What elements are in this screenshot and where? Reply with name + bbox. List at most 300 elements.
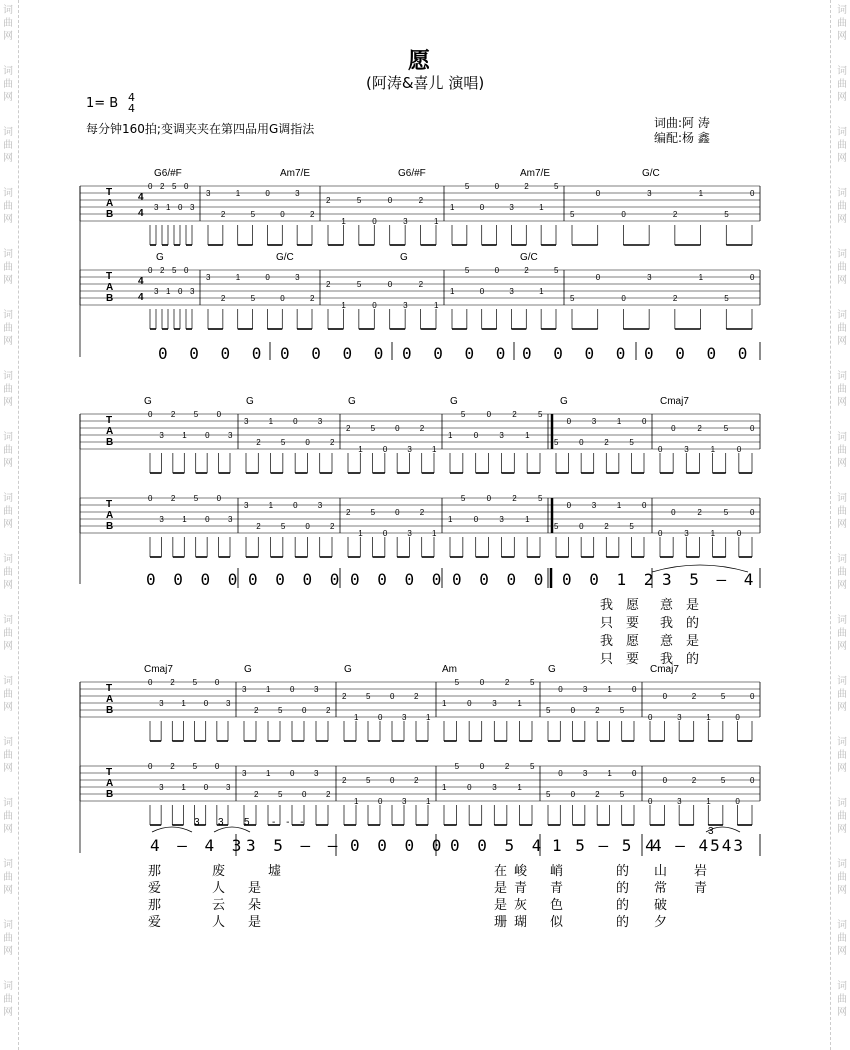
jianpu-measure: 0 0 0 0 [158,344,268,363]
fret-number: 0 [372,301,377,310]
fret-number: 0 [214,678,220,687]
chord-label: G [156,252,164,263]
fret-number: 2 [346,424,351,433]
fret-number: 5 [172,266,177,275]
fret-number: 3 [206,273,211,282]
fret-number: 1 [448,431,453,440]
fret-number: 2 [346,508,351,517]
lyric-char: 的 [616,864,630,879]
watermark-text: 词 曲 网 [837,127,847,164]
fret-number: 3 [242,769,247,778]
fret-number: 3 [154,203,159,212]
lyric-char: 愿 [626,634,640,649]
fret-number: 3 [402,713,407,722]
fret-number: 0 [621,210,626,219]
fret-number: 3 [403,217,408,226]
fret-number: 5 [192,762,198,771]
fret-number: 0 [494,182,500,191]
fret-number: 0 [148,494,153,503]
fret-number: 0 [205,431,210,440]
fret-number: 0 [467,783,472,792]
fret-number: 2 [326,706,331,715]
fret-number: 5 [464,266,470,275]
watermark-text: 词 曲 网 [3,66,13,103]
fret-number: 1 [182,515,187,524]
fret-number: 0 [395,508,400,517]
fret-number: 1 [358,529,363,538]
chord-label: G/C [520,252,538,263]
jianpu-measure: 0 0 0 0 [350,836,446,855]
lyric-char: 废 [212,864,226,879]
tab-clef-letter: T [106,499,113,510]
fret-number: 0 [473,515,479,524]
fret-number: 0 [750,508,755,517]
watermark-text: 词 曲 网 [837,798,847,835]
fret-number: 3 [499,431,504,440]
fret-number: 0 [148,762,153,771]
tab-clef-letter: A [106,510,114,521]
fret-number: 0 [214,762,220,771]
arranger: 编配:杨 鑫 [654,131,710,145]
fret-number: 1 [706,713,711,722]
fret-number: 0 [148,678,153,687]
lyric-char: 人 [212,881,226,896]
lyric-char: 常 [654,881,668,896]
fret-number: 1 [235,189,241,198]
lyric-char: 山 [654,864,668,879]
fret-number: 0 [305,522,310,531]
fret-number: 3 [403,301,408,310]
fret-number: 3 [314,685,319,694]
watermark-text: 词 曲 网 [3,981,13,1018]
fret-number: 0 [566,501,572,510]
fret-number: 0 [290,685,295,694]
fret-number: 0 [372,217,377,226]
fret-number: 0 [178,203,183,212]
fret-number: 1 [442,783,447,792]
fret-number: 0 [467,699,472,708]
lyric-char: 云 [212,898,226,913]
lyric-char: 是 [248,881,262,896]
fret-number: 1 [616,501,622,510]
fret-number: 3 [591,501,597,510]
fret-number: 1 [266,769,271,778]
fret-number: 5 [193,494,199,503]
chord-label: G [348,396,356,407]
fret-number: 1 [235,273,241,282]
fret-number: 5 [629,522,634,531]
jianpu-upper-note: 3 [194,817,200,828]
fret-number: 5 [530,678,535,687]
fret-number: 3 [244,417,249,426]
fret-number: 2 [524,266,529,275]
fret-number: 0 [178,287,183,296]
fret-number: 5 [538,494,543,503]
fret-number: 0 [566,417,572,426]
jianpu-measure: 0 0 5 4 [450,836,546,855]
time-signature-top: 4 [128,91,135,104]
fret-number: 1 [710,529,716,538]
lyric-char: 我 [660,616,674,631]
fret-number: 0 [735,713,740,722]
fret-number: 1 [607,685,612,694]
fret-number: 2 [342,692,347,701]
lyric-char: 是 [248,915,262,930]
fret-number: 2 [256,438,261,447]
tab-clef-letter: A [106,778,114,789]
chord-label: G [144,396,152,407]
fret-number: 1 [525,431,530,440]
tie-arc [152,827,192,832]
chord-label: G [244,664,252,675]
fret-number: 2 [254,706,259,715]
fret-number: 3 [647,189,652,198]
fret-number: 0 [302,790,307,799]
lyric-char: 破 [654,898,668,913]
fret-number: 2 [220,210,226,219]
fret-number: 5 [629,438,634,447]
fret-number: 5 [278,790,283,799]
tab-clef-letter: A [106,198,114,209]
lyric-char: 的 [616,898,630,913]
watermark-text: 词 曲 网 [3,798,13,835]
tab-clef-letter: B [106,521,114,532]
tab-clef-letter: B [106,437,114,448]
fret-number: 1 [166,203,171,212]
fret-number: 5 [530,762,535,771]
fret-number: 1 [442,699,447,708]
fret-number: 5 [538,410,543,419]
fret-number: 2 [310,210,315,219]
fret-number: 2 [414,776,419,785]
fret-number: 0 [479,678,485,687]
lyric-char: 的 [616,915,630,930]
jianpu-upper-note: - - - [272,817,308,828]
chord-label: Cmaj7 [144,664,173,675]
fret-number: 3 [582,769,588,778]
fret-number: 1 [539,203,544,212]
watermark-text: 词 曲 网 [3,188,13,225]
fret-number: 2 [160,182,165,191]
chord-label: Am7/E [520,168,551,179]
fret-number: 0 [203,699,209,708]
watermark-text: 词 曲 网 [3,615,13,652]
time-sig-digit: 4 [138,292,144,303]
watermark-text: 词 曲 网 [837,249,847,286]
tie-arc [214,827,250,832]
fret-number: 2 [672,294,678,303]
fret-number: 1 [517,783,522,792]
fret-number: 5 [619,706,625,715]
fret-number: 1 [432,445,437,454]
fret-number: 5 [172,182,177,191]
jianpu-measure: 0 0 0 0 [146,570,242,589]
fret-number: 5 [356,196,362,205]
lyric-char: 是 [494,881,508,896]
lyric-char: 的 [686,616,700,631]
fret-number: 1 [268,417,274,426]
fret-number: 3 [226,699,231,708]
fret-number: 0 [382,529,388,538]
fret-number: 2 [330,438,335,447]
chord-label: Cmaj7 [650,664,679,675]
fret-number: 1 [358,445,363,454]
watermark-text: 词 曲 网 [3,371,13,408]
fret-number: 3 [684,529,689,538]
fret-number: 2 [595,790,600,799]
fret-number: 3 [228,431,233,440]
watermark-text: 词 曲 网 [837,920,847,957]
fret-number: 2 [419,508,425,517]
fret-number: 0 [203,783,209,792]
jianpu-measure: 0 0 1 2 [562,570,658,589]
fret-number: 1 [354,713,359,722]
tab-clef-letter: A [106,694,114,705]
lyric-char: 爱 [148,915,162,930]
jianpu-measure: 3 5 — — [246,836,342,855]
watermark-text: 词 曲 网 [3,676,13,713]
tab-clef-letter: T [106,683,113,694]
lyric-char: 意 [660,634,674,649]
lyric-char: 愿 [626,598,640,613]
fret-number: 3 [684,445,689,454]
song-title: 愿 [408,49,431,74]
lyric-char: 要 [626,652,640,667]
fret-number: 0 [395,424,400,433]
fret-number: 5 [554,182,559,191]
lyric-char: 那 [148,898,162,913]
fret-number: 0 [736,445,742,454]
chord-label: G6/#F [154,168,182,179]
fret-number: 2 [697,508,702,517]
fret-number: 1 [341,217,346,226]
fret-number: 2 [418,280,424,289]
fret-number: 3 [190,203,195,212]
fret-number: 0 [290,769,295,778]
fret-number: 1 [448,515,453,524]
fret-number: 0 [390,776,395,785]
fret-number: 3 [492,699,497,708]
watermark-text: 词 曲 网 [3,127,13,164]
lyric-char: 灰 [514,898,528,913]
fret-number: 2 [170,678,175,687]
fret-number: 0 [648,797,653,806]
lyric-char: 只 [600,616,614,631]
fret-number: 0 [265,189,270,198]
fret-number: 0 [302,706,307,715]
lyric-char: 珊 [494,915,508,930]
tie-arc [706,827,740,832]
jianpu-upper-note: 3 [708,826,714,837]
lyric-char: 夕 [654,915,668,930]
time-sig-digit: 4 [138,192,144,203]
fret-number: 0 [632,769,637,778]
fret-number: 2 [524,182,529,191]
fret-number: 1 [266,685,271,694]
fret-number: 2 [220,294,226,303]
fret-number: 2 [326,280,331,289]
fret-number: 2 [691,692,697,701]
lyric-char: 色 [550,898,564,913]
time-signature-bottom: 4 [128,102,135,115]
watermark-text: 词 曲 网 [837,981,847,1018]
lyric-char: 那 [148,864,162,879]
lyric-char: 的 [686,652,700,667]
fret-number: 5 [366,776,371,785]
lyric-char: 我 [600,634,614,649]
watermark-text: 词 曲 网 [3,493,13,530]
fret-number: 0 [750,692,755,701]
fret-number: 0 [558,685,563,694]
fret-number: 0 [579,522,584,531]
lyric-char: 要 [626,616,640,631]
fret-number: 2 [414,692,419,701]
watermark-text: 词 曲 网 [837,737,847,774]
lyric-char: 瑚 [514,915,528,930]
fret-number: 0 [648,713,653,722]
fret-number: 1 [616,417,622,426]
fret-number: 1 [698,189,704,198]
fret-number: 0 [479,762,485,771]
fret-number: 0 [671,424,676,433]
fret-number: 5 [619,790,625,799]
fret-number: 5 [546,790,551,799]
fret-number: 3 [499,515,504,524]
fret-number: 2 [326,196,331,205]
watermark-text: 词 曲 网 [3,310,13,347]
fret-number: 0 [378,797,383,806]
fret-number: 5 [370,508,376,517]
fret-number: 0 [216,494,222,503]
fret-number: 2 [604,438,609,447]
fret-number: 3 [242,685,247,694]
fret-number: 5 [454,762,460,771]
fret-number: 2 [170,762,175,771]
watermark-text: 词 曲 网 [837,554,847,591]
fret-number: 0 [378,713,383,722]
fret-number: 1 [181,783,186,792]
fret-number: 0 [293,501,298,510]
watermark-text: 词 曲 网 [3,432,13,469]
fret-number: 3 [317,501,323,510]
fret-number: 2 [330,522,335,531]
fret-number: 5 [193,410,199,419]
fret-number: 1 [341,301,346,310]
fret-number: 0 [293,417,298,426]
fret-number: 3 [228,515,233,524]
lyricist: 词曲:阿 涛 [654,116,710,130]
lyric-char: 意 [660,598,674,613]
lyric-char: 我 [600,598,614,613]
fret-number: 2 [170,494,176,503]
chord-label: Am7/E [280,168,311,179]
fret-number: 1 [607,769,612,778]
fret-number: 0 [387,280,393,289]
fret-number: 3 [159,699,164,708]
fret-number: 5 [250,210,256,219]
fret-number: 0 [662,776,668,785]
jianpu-measure: 0 0 0 0 [350,570,446,589]
fret-number: 5 [460,494,466,503]
fret-number: 0 [750,273,755,282]
fret-number: 0 [662,692,668,701]
fret-number: 3 [677,713,682,722]
fret-number: 1 [434,301,439,310]
fret-number: 2 [254,790,259,799]
fret-number: 0 [382,445,388,454]
lyric-char: 青 [694,881,708,896]
watermark-text: 词 曲 网 [837,188,847,225]
lyric-char: 我 [660,652,674,667]
watermark-text: 词 曲 网 [837,859,847,896]
fret-number: 0 [735,797,740,806]
fret-number: 3 [402,797,407,806]
watermark-text: 词 曲 网 [837,310,847,347]
fret-number: 0 [486,410,492,419]
fret-number: 3 [407,529,412,538]
fret-number: 3 [226,783,231,792]
tab-clef-letter: T [106,187,113,198]
tab-clef-letter: T [106,767,113,778]
watermark-text: 词 曲 网 [3,920,13,957]
fret-number: 2 [256,522,261,531]
fret-number: 0 [265,273,270,282]
watermark-text: 词 曲 网 [837,371,847,408]
fret-number: 5 [720,692,726,701]
fret-number: 2 [419,424,425,433]
tie-arc [652,565,748,572]
fret-number: 2 [170,410,176,419]
fret-number: 3 [159,783,164,792]
watermark-text: 词 曲 网 [837,615,847,652]
jianpu-measure: 0 0 0 0 [280,344,390,363]
watermark-text: 词 曲 网 [3,859,13,896]
tempo-note: 每分钟160拍;变调夹夹在第四品用G调指法 [86,122,315,136]
fret-number: 2 [595,706,600,715]
chord-label: G [548,664,556,675]
fret-number: 0 [579,438,584,447]
fret-number: 5 [464,182,470,191]
fret-number: 0 [736,529,742,538]
fret-number: 3 [591,417,597,426]
fret-number: 3 [407,445,412,454]
key-signature: 1= B [86,96,119,111]
fret-number: 2 [691,776,697,785]
time-sig-digit: 4 [138,276,144,287]
fret-number: 5 [454,678,460,687]
fret-number: 0 [595,273,601,282]
chord-label: Cmaj7 [660,396,689,407]
chord-label: G6/#F [398,168,426,179]
lyric-char: 岩 [694,864,708,879]
fret-number: 3 [159,431,164,440]
fret-number: 0 [148,266,153,275]
fret-number: 3 [206,189,211,198]
jianpu-measure: 1 5 — 5 4 [552,836,657,855]
fret-number: 5 [570,210,575,219]
jianpu-measure: 0 0 0 0 [402,344,512,363]
fret-number: 0 [280,294,285,303]
fret-number: 3 [647,273,652,282]
chord-label: G/C [642,168,660,179]
fret-number: 5 [554,266,559,275]
fret-number: 1 [698,273,704,282]
fret-number: 3 [677,797,682,806]
fret-number: 1 [710,445,716,454]
fret-number: 5 [280,522,286,531]
fret-number: 5 [278,706,283,715]
fret-number: 3 [509,287,514,296]
